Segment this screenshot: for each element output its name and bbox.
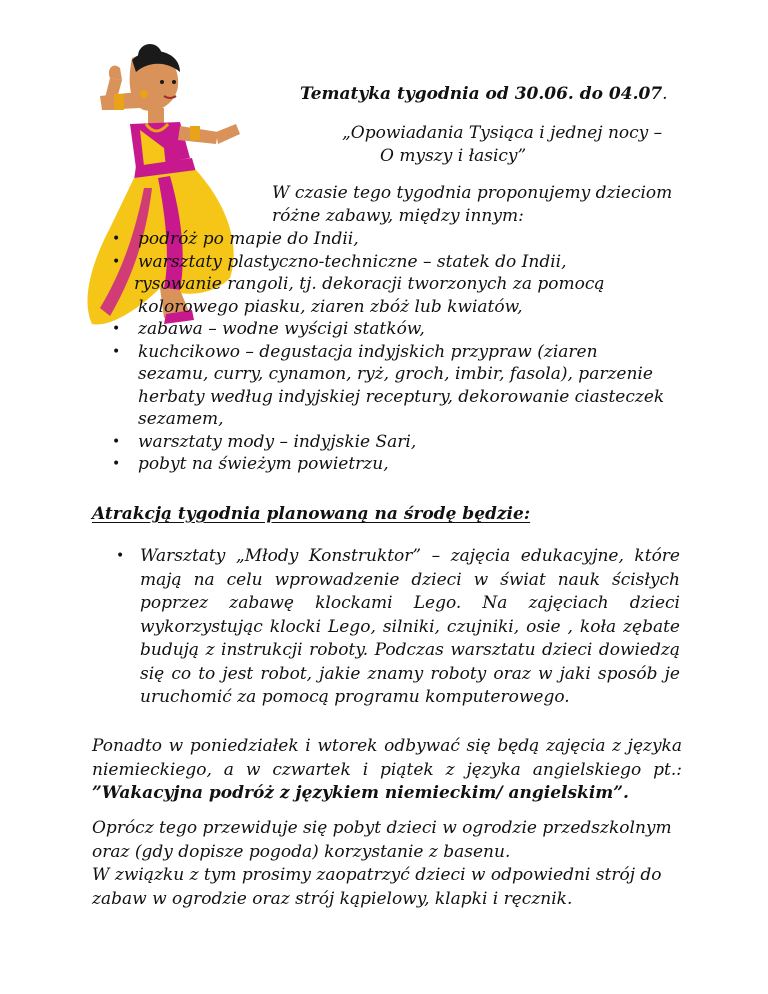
activities-list bbox=[112, 228, 665, 476]
page-title: Tematyka tygodnia od 30.06. do 04.07. bbox=[300, 84, 668, 104]
workshop-item: • Warsztaty „Młody Konstruktor” – zajęcia edukacyjne, które mają na celu wprowadzenie dzieci w świat nauk ścisłych poprzez zabawę klockami Lego. Na zajęciach dzieci wykorzystując klocki Lego, silniki, czujniki, osie , koła zębate budują z instrukcji roboty. Podczas warsztatu dzieci dowiedzą się co to jest robot, jakie znamy roboty oraz w jaki sposób je uruchomić za pomocą programu komputerowego. bbox=[116, 546, 680, 707]
languages-paragraph: Ponadto w poniedziałek i wtorek odbywać się będą zajęcia z języka niemieckiego, a w czwartek i piątek z języka angielskiego pt.: ”Wakacyjna podróż z językiem niemieckim/ angielskim”. bbox=[92, 736, 682, 803]
list-item: • zabawa – wodne wyścigi statków, bbox=[112, 319, 425, 339]
list-item: • warsztaty plastyczno-techniczne – statek do Indii, rysowanie rangoli, tj. dekoracji tworzonych za pomocą kolorowego piasku, ziaren zbóż lub kwiatów, bbox=[112, 251, 605, 317]
subtitle: „Opowiadania Tysiąca i jednej nocy – O myszy i łasicy” bbox=[342, 123, 663, 166]
list-item: • kuchcikowo – degustacja indyjskich przypraw (ziaren sezamu, curry, cynamon, ryż, groch, imbir, fasola), parzenie herbaty według indyjskiej receptury, dekorowanie ciasteczek sezamem, bbox=[112, 341, 665, 429]
attraction-heading: Atrakcją tygodnia planowaną na środę będzie: bbox=[92, 504, 531, 524]
intro-paragraph: W czasie tego tygodnia proponujemy dzieciom różne zabawy, między innym: bbox=[272, 183, 673, 226]
list-item: • pobyt na świeżym powietrzu, bbox=[112, 454, 389, 474]
closing-paragraph: Oprócz tego przewiduje się pobyt dzieci w ogrodzie przedszkolnym oraz (gdy dopisze pogoda) korzystanie z basenu. W związku z tym prosimy zaopatrzyć dzieci w odpowiedni strój do zabaw w ogrodzie oraz strój kąpielowy, klapki i ręcznik. bbox=[92, 818, 672, 909]
list-item: • podróż po mapie do Indii, bbox=[112, 229, 359, 249]
languages-title: ”Wakacyjna podróż z językiem niemieckim/ angielskim”. bbox=[92, 783, 629, 803]
list-item: • warsztaty mody – indyjskie Sari, bbox=[112, 431, 417, 452]
